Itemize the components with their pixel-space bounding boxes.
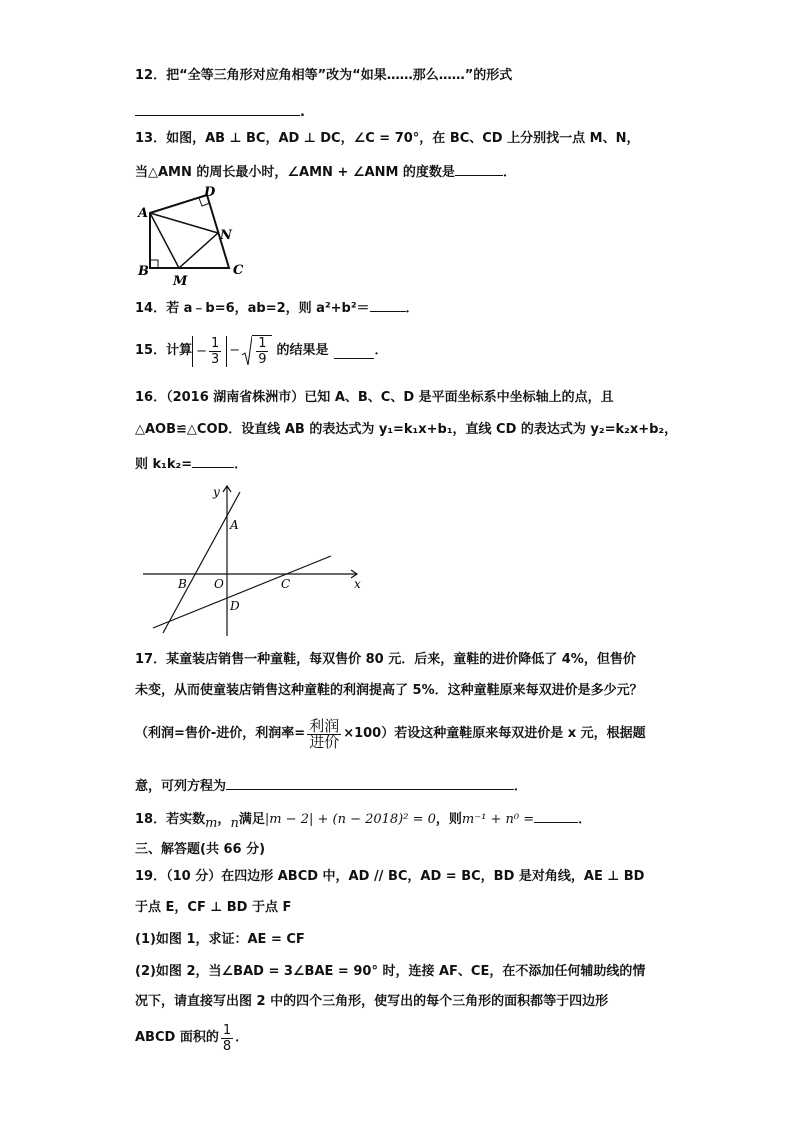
period: ． [234,457,248,472]
q15-suffix: 的结果是 [276,343,329,358]
frac-den: 9 [258,352,267,367]
q17-line4 [135,775,527,796]
square-root [242,335,272,367]
q19-line2: 于点 E，CF ⊥ BD 于点 F [135,900,292,915]
minus-sign: − [229,343,241,358]
label-d: D [230,599,240,613]
q15-line [135,334,388,368]
q18-line [135,808,591,829]
label-a: A [230,518,239,532]
q18-expression: m⁻¹ + n⁰ = [461,812,535,827]
q14-text: 14．若 a﹣b=6，ab=2，则 a²+b²＝ [135,301,370,316]
period: ． [374,343,388,358]
comma: ， [217,812,231,827]
period: ． [514,779,528,794]
period: ． [235,1030,249,1045]
q18-formula: |m − 2| + (n − 2018)² = 0 [264,812,436,827]
period: ． [502,165,516,180]
period: . [300,105,305,120]
radical-sign-icon [242,335,252,367]
line-cd [153,556,331,628]
q19-line6-prefix: ABCD 面积的 [135,1030,219,1045]
period: ． [578,812,592,827]
frac-den: 8 [222,1038,232,1054]
q16-line1: 16．（2016 湖南省株洲市）已知 A、B、C、D 是平面坐标系中坐标轴上的点，且 [135,390,614,405]
answer-blank[interactable] [226,775,514,790]
q17-line3-prefix: （利润=售价-进价，利润率= [135,726,306,741]
q16-line3 [135,453,247,474]
q17-line2: 未变，从而使童装店销售这种童鞋的利润提高了 5%．这种童鞋原来每双进价是多少元？ [135,683,643,698]
absolute-value [192,336,227,367]
q16-line3-text: 则 k₁k₂= [135,457,193,472]
q16-line2: △AOB≌△COD．设直线 AB 的表达式为 y₁=k₁x+b₁，直线 CD 的表达式为 y₂=k₂x+b₂， [135,422,678,437]
label-d: D [204,186,216,200]
answer-blank[interactable] [455,161,503,176]
q19-line4: (2)如图 2，当∠BAD = 3∠BAE = 90° 时，连接 AF、CE，在不添加任何辅助线的情 [135,964,646,979]
frac-num: 1 [211,335,220,351]
label-a: A [138,206,149,221]
answer-blank[interactable] [135,101,300,116]
q18-then: ，则 [435,812,462,827]
frac-num: 利润 [309,716,340,735]
frac-num: 1 [222,1022,232,1038]
label-c: C [281,577,291,591]
q12-text: 12．把“全等三角形对应角相等”改为“如果……那么……”的形式 [135,68,513,83]
q19-line1: 19．（10 分）在四边形 ABCD 中，AD // BC，AD = BC，BD 是对角线，AE ⊥ BD [135,869,645,884]
q19-line6 [135,1020,248,1056]
label-n: N [220,228,232,243]
q13-figure [130,186,260,286]
var-n: n [230,816,239,831]
quadrilateral-abcd [150,195,229,268]
q17-line3 [135,716,646,752]
q13-line2 [135,161,516,182]
one-eighth-fraction [221,1023,233,1054]
answer-blank[interactable] [192,453,234,468]
period: ． [405,301,419,316]
minus-sign: − [196,343,207,359]
answer-blank[interactable] [370,297,406,312]
q13-line2-text: 当△AMN 的周长最小时，∠AMN + ∠ANM 的度数是 [135,165,455,180]
q16-coordinate-figure [135,478,375,643]
answer-blank[interactable] [534,808,578,823]
q18-mid: 满足 [238,812,265,827]
segment-an [150,213,218,233]
q18-prefix: 18．若实数 [135,812,206,827]
label-b: B [178,577,187,591]
label-o: O [214,577,224,591]
q17-line1: 17．某童装店销售一种童鞋，每双售价 80 元．后来，童鞋的进价降低了 4%，但售价 [135,652,636,667]
frac-den: 进价 [309,732,340,751]
label-y: y [213,485,220,499]
q15-prefix: 15．计算 [135,343,193,358]
q13-line1: 13．如图，AB ⊥ BC，AD ⊥ DC，∠C = 70°，在 BC、CD 上分别找一点 M、N， [135,131,640,146]
section-heading: 三、解答题(共 66 分) [135,842,266,857]
label-x: x [354,577,361,591]
label-c: C [233,263,244,278]
q19-line5: 况下，请直接写出图 2 中的四个三角形，使写出的每个三角形的面积都等于四边形 [135,994,609,1009]
label-b: B [138,264,149,279]
line-ab [163,492,240,633]
frac-num: 1 [258,336,267,351]
q17-line3-suffix: ×100）若设这种童鞋原来每双进价是 x 元，根据题 [343,726,646,741]
q12-answer-line [135,101,305,122]
answer-blank[interactable] [334,344,374,359]
label-m: M [173,274,188,286]
q19-line3: (1)如图 1，求证：AE = CF [135,932,305,947]
right-angle-b [150,260,158,268]
q17-line4-text: 意，可列方程为 [135,779,227,794]
q14-line [135,297,419,318]
segment-mn [179,233,218,268]
profit-rate-fraction [307,716,341,751]
frac-den: 3 [211,351,220,367]
var-m: m [205,816,218,831]
